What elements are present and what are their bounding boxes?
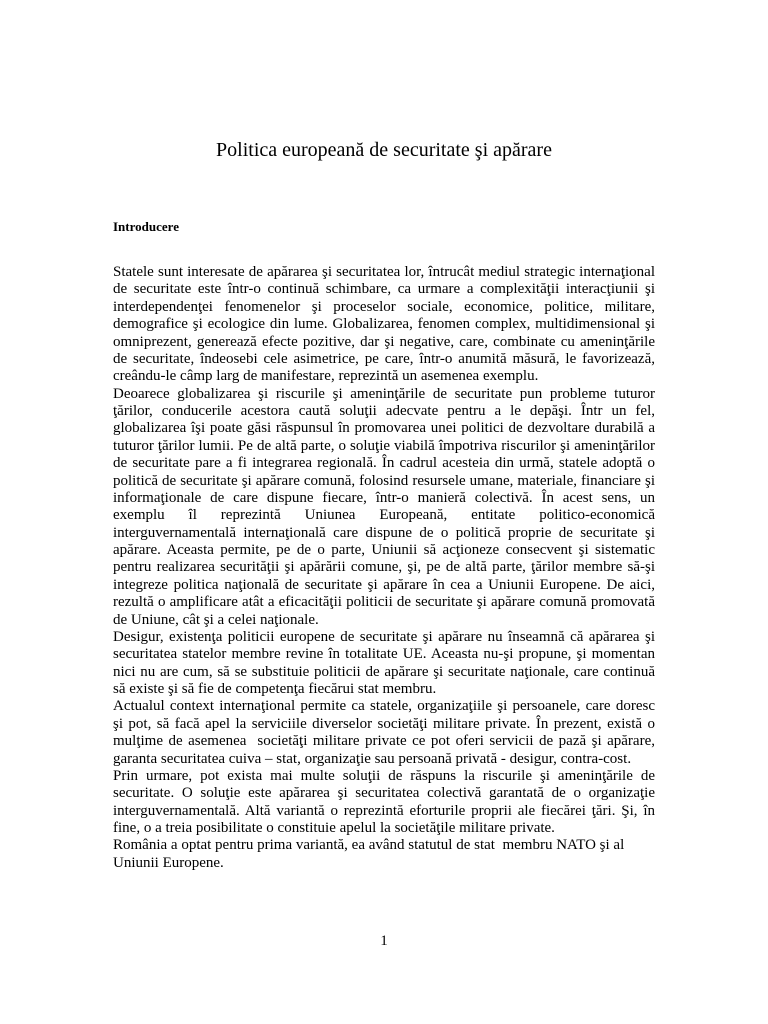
section-heading: Introducere — [113, 219, 179, 234]
text-line: ţărilor, conducerile acestora caută soluţii adecvate pentru a le depăşi. Într un fel, — [113, 403, 655, 419]
text-line: interguvernamentală. Altă variantă o reprezintă eforturile proprii ale fiecărei ţări. Şi, în — [113, 802, 655, 819]
text-line: integreze politica naţională de securitate şi apărare în cea a Uniunii Europene. De aici, — [113, 576, 655, 593]
document-title: Politica europeană de securitate şi apărare — [216, 139, 552, 161]
text-line: de securitate este într-o continuă schimbare, ca urmare a complexităţii interacţiunii şi — [113, 281, 655, 298]
text-line: securitatea statelor membre revine în totalitate UE. Aceasta nu-şi propune, şi momentan — [113, 646, 655, 663]
text-line: securitate. O soluţie este apărarea şi securitatea colectivă garantată de o organizaţie — [113, 785, 655, 802]
text-line: Prin urmare, pot exista mai multe soluţii de răspuns la riscurile şi ameninţările de — [113, 767, 655, 784]
text-line: mulţime de asemenea societăţi militare private ce pot oferi servicii de pază şi apărare, — [113, 733, 655, 750]
text-line: fine, o a treia posibilitate o constituie apelul la societăţile militare private. — [113, 820, 555, 836]
text-line: globalizarea îşi poate găsi răspunsul în promovarea unei politici de dezvoltare durabilă a — [113, 420, 655, 437]
text-line: interguvernamentală internaţională care dispune de o politică proprie de securitate şi — [113, 524, 655, 541]
paragraph — [113, 386, 655, 629]
paragraph — [113, 768, 655, 838]
text-line: interdependenţei fenomenelor şi proceselor sociale, economice, politice, militare, — [113, 298, 655, 315]
text-line: nici nu are cum, să se substituie politicii de apărare şi securitate naţionale, care continuă — [113, 663, 655, 680]
body-text — [113, 264, 655, 872]
paragraph — [113, 629, 655, 699]
text-line: Statele sunt interesate de apărarea şi securitatea lor, întrucât mediul strategic internaţional — [113, 264, 655, 280]
text-line: tuturor ţărilor lumii. Pe de altă parte, o soluţie viabilă împotriva riscurilor şi ameninţărilor — [113, 437, 655, 454]
paragraph — [113, 837, 655, 872]
paragraph — [113, 698, 655, 768]
text-line: exemplu îl reprezintă Uniunea Europeană, entitate politico-economică — [113, 507, 655, 524]
text-line: informaţionale de care dispune fiecare, într-o manieră colectivă. În acest sens, un — [113, 489, 655, 506]
text-line: şi pot, să facă apel la serviciile diverselor societăţi militare private. În prezent, există o — [113, 715, 655, 732]
paragraph — [113, 264, 655, 386]
text-line: politică de securitate şi apărare comună, folosind resursele umane, materiale, financiare şi — [113, 472, 655, 489]
text-line: Actualul context internaţional permite ca statele, organizaţiile şi persoanele, care doresc — [113, 698, 655, 715]
text-line: rezultă o amplificare atât a eficacităţii politicii de securitate şi apărare comună promovată — [113, 594, 655, 611]
text-line: pentru realizarea securităţii şi apărării comune, şi, pe de altă parte, ţărilor membre să-şi — [113, 559, 655, 576]
text-line: garanta securitatea cuiva – stat, organizaţie sau persoană privată - desigur, contra-cost. — [113, 750, 632, 767]
text-line: Deoarece globalizarea şi riscurile şi ameninţările de securitate pun probleme tuturor — [113, 385, 655, 402]
text-line: de securitate, îndeosebi cele asimetrice, pe care, într-o anumită măsură, le favorizează, — [113, 350, 655, 367]
text-line: creându-le câmp larg de manifestare, reprezintă un asemenea exemplu. — [113, 368, 539, 385]
page-number: 1 — [380, 933, 388, 949]
text-line: demografice şi ecologice din lume. Globalizarea, fenomen complex, multidimensional şi — [113, 316, 655, 333]
text-line: Desigur, existenţa politicii europene de securitate şi apărare nu înseamnă că apărarea şi — [113, 628, 655, 645]
text-line: România a optat pentru prima variantă, ea având statutul de stat membru NATO şi al — [113, 837, 625, 854]
text-line: de Uniune, cât şi a celei naţionale. — [113, 611, 319, 628]
text-line: apărare. Aceasta permite, pe de o parte, Uniunii să acţioneze consecvent şi sistematic — [113, 542, 655, 558]
text-line: să existe şi să fie de competenţa fiecărui stat membru. — [113, 681, 437, 697]
text-line: de securitate pare a fi integrarea regională. În cadrul acesteia din urmă, statele adoptă o — [113, 455, 655, 472]
text-line: omniprezent, generează efecte pozitive, dar şi negative, care, combinate cu ameninţările — [113, 333, 655, 350]
text-line: Uniunii Europene. — [113, 854, 224, 871]
